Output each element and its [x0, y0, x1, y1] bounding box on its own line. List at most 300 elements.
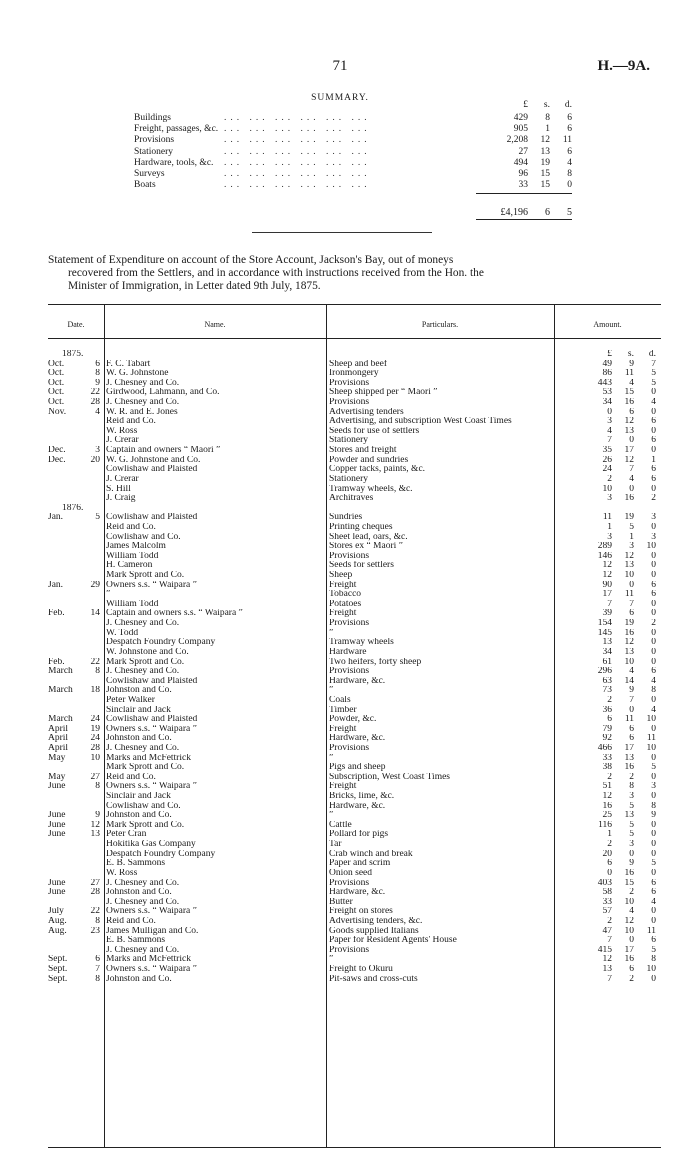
- amount-cell: [564, 715, 656, 725]
- date-month: March: [48, 715, 73, 725]
- pounds: 12: [602, 955, 612, 965]
- shillings: 16: [624, 955, 634, 965]
- particulars: Pigs and sheep: [329, 763, 386, 773]
- pounds: 58: [602, 888, 612, 898]
- amount-cell: [564, 408, 656, 418]
- table-row: [48, 879, 661, 889]
- pence: 0: [567, 180, 572, 191]
- amount-cell: [564, 533, 656, 543]
- summary-row: [134, 113, 574, 124]
- pence: 4: [567, 157, 572, 168]
- date-day: 19: [90, 724, 100, 734]
- date-day: 12: [90, 820, 100, 830]
- pence: 6: [651, 888, 656, 898]
- pounds: 73: [602, 686, 612, 696]
- table-row: [48, 869, 661, 879]
- summary-row: [134, 169, 574, 180]
- shillings: 7: [629, 465, 634, 475]
- amount-cell: [564, 465, 656, 475]
- pounds: 3: [607, 417, 612, 427]
- particulars: Freight: [329, 782, 357, 792]
- shillings-heading: s.: [543, 100, 550, 110]
- particulars: Powder and sundries: [329, 455, 409, 465]
- payee-name: W. Ross: [106, 426, 138, 436]
- date-day: 24: [90, 715, 100, 725]
- pounds: 116: [598, 820, 612, 830]
- date-month: Oct.: [48, 378, 65, 388]
- pence: 0: [651, 407, 656, 417]
- pence: 0: [651, 753, 656, 763]
- table-row: [48, 542, 661, 552]
- pounds: 47: [602, 926, 612, 936]
- pounds: 4: [607, 426, 612, 436]
- pence: 0: [651, 638, 656, 648]
- pence: 8: [651, 955, 656, 965]
- pence: 6: [651, 667, 656, 677]
- date-month: Oct.: [48, 398, 65, 408]
- date-day: 9: [95, 811, 100, 821]
- pence: 5: [651, 763, 656, 773]
- pounds: 403: [597, 878, 612, 888]
- shillings: 4: [629, 474, 634, 484]
- particulars: Pit-saws and cross-cuts: [329, 974, 418, 984]
- pence: 0: [651, 522, 656, 532]
- table-row: [48, 773, 661, 783]
- date-day: 4: [95, 407, 100, 417]
- pence: 6: [651, 465, 656, 475]
- payee-name: Owners s.s. “ Waipara ”: [106, 724, 197, 734]
- shillings: 0: [629, 484, 634, 494]
- summary-title: SUMMARY.: [311, 93, 369, 103]
- payee-name: J. Craig: [106, 494, 136, 504]
- particulars: Goods supplied Italians: [329, 926, 419, 936]
- particulars: Timber: [329, 705, 357, 715]
- date-day: 22: [90, 907, 100, 917]
- summary-label: Hardware, tools, &c.: [134, 157, 214, 168]
- pounds: 2: [607, 840, 612, 850]
- payee-name: J. Chesney and Co.: [106, 878, 180, 888]
- date-month: March: [48, 667, 73, 677]
- date-month: Sept.: [48, 965, 68, 974]
- amount-cell: [564, 571, 656, 581]
- amount-cell: [564, 436, 656, 446]
- table-row: [48, 446, 661, 456]
- particulars: Freight: [329, 724, 357, 734]
- payee-name: Johnston and Co.: [106, 734, 172, 744]
- shillings: 3: [629, 542, 634, 552]
- date-month: April: [48, 743, 69, 753]
- payee-name: Cowlishaw and Co.: [106, 532, 181, 542]
- date-day: 28: [90, 398, 100, 408]
- pounds: 466: [597, 743, 612, 753]
- payee-name: W. Todd: [106, 628, 139, 638]
- date-day: 22: [90, 388, 100, 398]
- pence: 0: [651, 446, 656, 456]
- shillings: 12: [624, 455, 634, 465]
- particulars: Tramway wheels, &c.: [329, 484, 413, 494]
- table-row: [48, 898, 661, 908]
- shillings: 7: [629, 599, 634, 609]
- shillings: 16: [624, 628, 634, 638]
- table-row: [48, 667, 661, 677]
- table-row: [48, 859, 661, 869]
- amount-cell: [564, 869, 656, 879]
- pence: 0: [651, 868, 656, 878]
- pounds: 289: [597, 542, 612, 552]
- statement-line-2: recovered from the Settlers, and in accordance with instructions received from the Hon. the: [68, 267, 484, 280]
- amount-heading: [564, 350, 656, 360]
- summary-amount: [480, 113, 572, 124]
- pence: 9: [651, 811, 656, 821]
- pence-heading: d.: [648, 350, 656, 359]
- amount-cell: [564, 955, 656, 965]
- shillings: 0: [629, 849, 634, 859]
- summary-row: [134, 180, 574, 191]
- payee-name: W. R. and E. Jones: [106, 407, 178, 417]
- payee-name: Despatch Foundry Company: [106, 849, 216, 859]
- pounds: 7: [607, 436, 612, 446]
- pounds: 34: [602, 647, 612, 657]
- date-day: 8: [95, 782, 100, 792]
- date-day: 8: [95, 974, 100, 984]
- pounds: 12: [602, 792, 612, 802]
- pence: 0: [651, 551, 656, 561]
- particulars: Provisions: [329, 667, 370, 677]
- date-month: Jan.: [48, 580, 64, 590]
- pounds: 7: [607, 974, 612, 984]
- amount-cell: [564, 696, 656, 706]
- table-row: [48, 946, 661, 956]
- table-row: [48, 427, 661, 437]
- table-row: [48, 465, 661, 475]
- column-header-amount: Amount.: [593, 320, 622, 329]
- pence: 7: [651, 359, 656, 369]
- date-day: 7: [95, 965, 100, 974]
- amount-cell: [564, 523, 656, 533]
- particulars: Sheep: [329, 571, 353, 581]
- pence: 5: [651, 369, 656, 379]
- summary-label: Buildings: [134, 113, 171, 123]
- pounds: 34: [602, 398, 612, 408]
- pence: 6: [651, 580, 656, 590]
- pence: 10: [646, 542, 656, 552]
- statement-line-3: Minister of Immigration, in Letter dated 9th July, 1875.: [68, 280, 321, 293]
- shillings: 8: [545, 113, 550, 123]
- pence: 8: [567, 168, 572, 179]
- table-row: [48, 850, 661, 860]
- shillings: 5: [629, 801, 634, 811]
- particulars: Potatoes: [329, 599, 362, 609]
- summary-row: [134, 135, 574, 146]
- particulars: Provisions: [329, 378, 370, 388]
- table-row: [48, 917, 661, 927]
- date-month: June: [48, 888, 66, 898]
- shillings: 13: [624, 647, 634, 657]
- pounds: 53: [602, 388, 612, 398]
- particulars: Architraves: [329, 494, 374, 504]
- date-month: Dec.: [48, 446, 66, 456]
- pounds: 2: [607, 695, 612, 705]
- table-row: [48, 379, 661, 389]
- date-day: 23: [90, 926, 100, 936]
- table-row: [48, 552, 661, 562]
- amount-cell: [564, 763, 656, 773]
- summary-label: Freight, passages, &c.: [134, 124, 219, 135]
- pounds: 33: [602, 897, 612, 907]
- amount-cell: [564, 475, 656, 485]
- shillings: 12: [624, 916, 634, 926]
- shillings: 6: [629, 965, 634, 974]
- pence: 4: [651, 398, 656, 408]
- date-month: June: [48, 820, 66, 830]
- date-month: Sept.: [48, 955, 68, 965]
- payee-name: Marks and McFettrick: [106, 753, 191, 763]
- date-month: June: [48, 878, 66, 888]
- pence: 5: [651, 859, 656, 869]
- shillings: 13: [624, 426, 634, 436]
- amount-cell: [564, 936, 656, 946]
- shillings: 16: [624, 398, 634, 408]
- shillings: 6: [629, 609, 634, 619]
- payee-name: Sinclair and Jack: [106, 792, 171, 802]
- summary-label: Stationery: [134, 146, 174, 157]
- payee-name: W. G. Johnstone: [106, 369, 169, 379]
- pounds: 429: [513, 113, 528, 123]
- pounds: 38: [602, 763, 612, 773]
- payee-name: Sinclair and Jack: [106, 705, 171, 715]
- particulars: Provisions: [329, 551, 370, 561]
- table-row: [48, 907, 661, 917]
- date-day: 10: [90, 753, 100, 763]
- year-label: 1876.: [62, 503, 84, 513]
- amount-cell: [564, 744, 656, 754]
- pence: 0: [651, 628, 656, 638]
- pounds-heading: £: [607, 350, 612, 359]
- pounds: 494: [513, 157, 528, 168]
- shillings: 9: [629, 859, 634, 869]
- date-day: 27: [90, 772, 100, 782]
- payee-name: W. Ross: [106, 868, 138, 878]
- amount-cell: [564, 927, 656, 937]
- pence: 6: [567, 124, 572, 135]
- payee-name: Cowlishaw and Plaisted: [106, 513, 198, 523]
- date-month: Feb.: [48, 609, 65, 619]
- table-row: [48, 581, 661, 591]
- particulars: Crab winch and break: [329, 849, 413, 859]
- shillings: 17: [624, 945, 634, 955]
- pounds: 2,208: [506, 135, 528, 146]
- table-row: [48, 936, 661, 946]
- table-row: [48, 725, 661, 735]
- amount-cell: [564, 830, 656, 840]
- amount-cell: [564, 638, 656, 648]
- table-row: [48, 955, 661, 965]
- pounds: 92: [602, 734, 612, 744]
- date-day: 28: [90, 888, 100, 898]
- date-month: June: [48, 782, 66, 792]
- amount-cell: [564, 658, 656, 668]
- shillings: 14: [624, 676, 634, 686]
- summary-row: [134, 124, 574, 135]
- table-row: [48, 629, 661, 639]
- shillings: 11: [624, 369, 634, 379]
- pounds: 57: [602, 907, 612, 917]
- pounds: 39: [602, 609, 612, 619]
- pounds: 2: [607, 916, 612, 926]
- shillings: 3: [629, 840, 634, 850]
- shillings: 5: [629, 522, 634, 532]
- table-row: [48, 600, 661, 610]
- payee-name: Peter Cran: [106, 830, 147, 840]
- payee-name: Girdwood, Lahmann, and Co.: [106, 388, 220, 398]
- particulars: Onion seed: [329, 868, 373, 878]
- table-row: [48, 802, 661, 812]
- pence: 10: [646, 743, 656, 753]
- payee-name: Owners s.s. “ Waipara ”: [106, 965, 197, 974]
- table-row: [48, 494, 661, 504]
- pounds: 35: [602, 446, 612, 456]
- shillings: 15: [624, 878, 634, 888]
- table-row: [48, 792, 661, 802]
- payee-name: Reid and Co.: [106, 772, 156, 782]
- amount-cell: [564, 754, 656, 764]
- pounds: 24: [602, 465, 612, 475]
- amount-cell: [564, 686, 656, 696]
- pounds: 443: [597, 378, 612, 388]
- particulars: Powder, &c.: [329, 715, 377, 725]
- pounds: 1: [607, 522, 612, 532]
- shillings: 2: [629, 888, 634, 898]
- payee-name: J. Chesney and Co.: [106, 619, 180, 629]
- summary-label: Boats: [134, 180, 156, 191]
- pounds: 13: [602, 965, 612, 974]
- particulars: Paper and scrim: [329, 859, 391, 869]
- pence: 11: [646, 926, 656, 936]
- total-pence: 5: [567, 207, 572, 218]
- pence: 0: [651, 724, 656, 734]
- table-row: [48, 965, 661, 975]
- table-row: [48, 369, 661, 379]
- date-month: June: [48, 811, 66, 821]
- dot-leader: ... ... ... ... ... ...: [224, 146, 371, 157]
- pounds: 7: [607, 599, 612, 609]
- table-row: [48, 840, 661, 850]
- pence: 0: [651, 647, 656, 657]
- amount-cell: [564, 811, 656, 821]
- pence: 0: [651, 974, 656, 984]
- table-row: [48, 744, 661, 754]
- summary-amount: [480, 147, 572, 158]
- amount-cell: [564, 667, 656, 677]
- amount-cell: [564, 485, 656, 495]
- amount-cell: [564, 417, 656, 427]
- pence: 4: [651, 705, 656, 715]
- pence: 0: [651, 571, 656, 581]
- summary-total: [480, 207, 572, 219]
- pounds: 90: [602, 580, 612, 590]
- dot-leader: ... ... ... ... ... ...: [224, 168, 371, 179]
- particulars: Coals: [329, 695, 351, 705]
- table-row: [48, 888, 661, 898]
- pounds: 145: [597, 628, 612, 638]
- pounds: 27: [518, 146, 528, 157]
- payee-name: J. Crerar: [106, 474, 139, 484]
- date-month: April: [48, 734, 69, 744]
- payee-name: Mark Sprott and Co.: [106, 657, 185, 667]
- particulars: Tobacco: [329, 590, 362, 600]
- table-row: [48, 533, 661, 543]
- payee-name: ”: [106, 590, 111, 600]
- pence: 10: [646, 715, 656, 725]
- particulars: Provisions: [329, 743, 370, 753]
- shillings: 8: [629, 782, 634, 792]
- pounds: 96: [518, 168, 528, 179]
- amount-cell: [564, 907, 656, 917]
- pounds: 6: [607, 859, 612, 869]
- dot-leader: ... ... ... ... ... ...: [224, 157, 371, 168]
- payee-name: Marks and McFettrick: [106, 955, 191, 965]
- pence: 5: [651, 378, 656, 388]
- amount-cell: [564, 965, 656, 975]
- date-month: Jan.: [48, 513, 64, 523]
- date-day: 14: [90, 609, 100, 619]
- expenditure-table: [48, 304, 661, 1148]
- pence: 0: [651, 849, 656, 859]
- table-row: [48, 456, 661, 466]
- pence: 0: [651, 772, 656, 782]
- payee-name: J. Chesney and Co.: [106, 945, 180, 955]
- particulars: Sheep and beef: [329, 359, 388, 369]
- payee-name: Cowlishaw and Plaisted: [106, 465, 198, 475]
- amount-cell: [564, 879, 656, 889]
- table-row: [48, 523, 661, 533]
- date-day: 27: [90, 878, 100, 888]
- table-row: [48, 475, 661, 485]
- shillings: 0: [629, 705, 634, 715]
- shillings: 10: [624, 897, 634, 907]
- particulars: ”: [329, 811, 334, 821]
- particulars: Tramway wheels: [329, 638, 394, 648]
- pounds: 10: [602, 484, 612, 494]
- payee-name: Johnston and Co.: [106, 888, 172, 898]
- particulars: Printing cheques: [329, 522, 393, 532]
- pence: 3: [651, 532, 656, 542]
- shillings: 4: [629, 907, 634, 917]
- table-row: [48, 561, 661, 571]
- table-row: [48, 706, 661, 716]
- pounds: 2: [607, 474, 612, 484]
- particulars: ”: [329, 955, 334, 965]
- amount-cell: [564, 648, 656, 658]
- table-row: [48, 734, 661, 744]
- pounds: 36: [602, 705, 612, 715]
- amount-cell: [564, 792, 656, 802]
- date-day: 13: [90, 830, 100, 840]
- pounds: 3: [607, 532, 612, 542]
- amount-cell: [564, 898, 656, 908]
- amount-cell: [564, 677, 656, 687]
- pounds-heading: £: [523, 100, 528, 110]
- particulars: Sheep shipped per “ Maori ”: [329, 388, 438, 398]
- pence: 1: [651, 455, 656, 465]
- shillings: 12: [540, 135, 550, 146]
- date-day: 8: [95, 667, 100, 677]
- particulars: Hardware, &c.: [329, 734, 386, 744]
- pence: 0: [651, 695, 656, 705]
- pounds: 63: [602, 676, 612, 686]
- dot-leader: ... ... ... ... ... ...: [224, 113, 371, 123]
- pounds: 0: [607, 407, 612, 417]
